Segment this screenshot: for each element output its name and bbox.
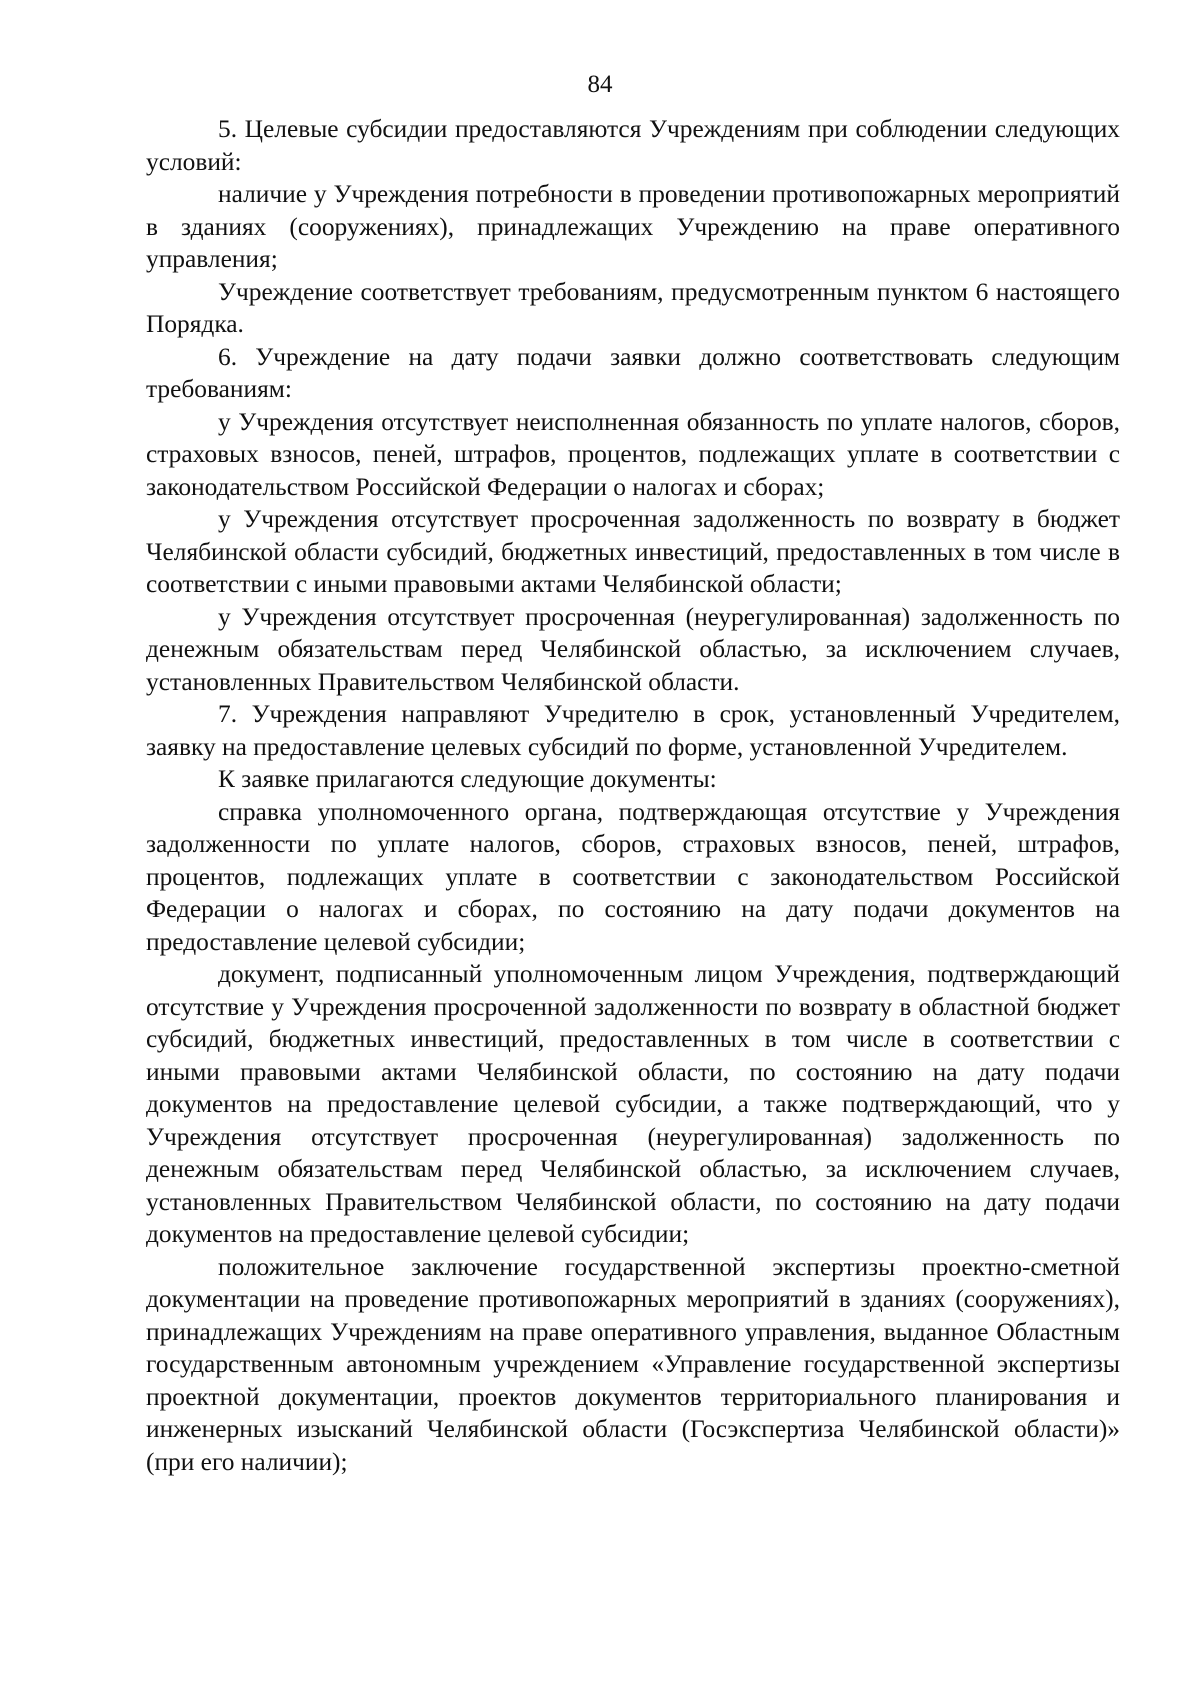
paragraph-item-6: 6. Учреждение на дату подачи заявки должно соответствовать следующим требованиям:: [146, 342, 1120, 403]
document-body: [146, 113, 1120, 1478]
paragraph-attachments-intro: К заявке прилагаются следующие документы:: [218, 765, 717, 793]
page-number: 84: [587, 71, 613, 98]
paragraph-requirement-taxes: у Учреждения отсутствует неисполненная обязанность по уплате налогов, сборов, страховых взносов, пеней, штрафов, процентов, подлежащих уплате в соответствии с законодательством Российской Федерации о налогах и сборах;: [146, 407, 1120, 501]
paragraph-condition-compliance: Учреждение соответствует требованиям, предусмотренным пунктом 6 настоящего Порядка.: [146, 277, 1120, 338]
paragraph-condition-need: наличие у Учреждения потребности в проведении противопожарных мероприятий в зданиях (сооружениях), принадлежащих Учреждению на праве оперативного управления;: [146, 180, 1120, 273]
paragraph-document-expertise: положительное заключение государственной экспертизы проектно-сметной документации на проведение противопожарных мероприятий в зданиях (сооружениях), принадлежащих Учреждениям на праве оперативного управления, выданное Областным государственным автономным учреждением «Управление государственной экспертизы проектной документации, проектов документов территориального планирования и инженерных изысканий Челябинской области (Госэкспертиза Челябинской области)» (при его наличии);: [146, 1252, 1120, 1476]
paragraph-item-7: 7. Учреждения направляют Учредителю в срок, установленный Учредителем, заявку на предоставление целевых субсидий по форме, установленной Учредителем.: [146, 700, 1120, 761]
paragraph-item-5: 5. Целевые субсидии предоставляются Учреждениям при соблюдении следующих условий:: [146, 115, 1120, 176]
paragraph-requirement-budget-debt: у Учреждения отсутствует просроченная задолженность по возврату в бюджет Челябинской области субсидий, бюджетных инвестиций, предоставленных в том числе в соответствии с иными правовыми актами Челябинской области;: [146, 505, 1120, 598]
paragraph-document-certificate: справка уполномоченного органа, подтверждающая отсутствие у Учреждения задолженности по уплате налогов, сборов, страховых взносов, пеней, штрафов, процентов, подлежащих уплате в соответствии с законодательством Российской Федерации о налогах и сборах, по состоянию на дату подачи документов на предоставление целевой субсидии;: [146, 797, 1120, 956]
paragraph-requirement-obligations: у Учреждения отсутствует просроченная (неурегулированная) задолженность по денежным обязательствам перед Челябинской областью, за исключением случаев, установленных Правительством Челябинской области.: [146, 602, 1120, 696]
paragraph-document-signed: документ, подписанный уполномоченным лицом Учреждения, подтверждающий отсутствие у Учреждения просроченной задолженности по возврату в областной бюджет субсидий, бюджетных инвестиций, предоставленных в том числе в соответствии с иными правовыми актами Челябинской области, по состоянию на дату подачи документов на предоставление целевой субсидии, а также подтверждающий, что у Учреждения отсутствует просроченная (неурегулированная) задолженность по денежным обязательствам перед Челябинской областью, за исключением случаев, установленных Правительством Челябинской области, по состоянию на дату подачи документов на предоставление целевой субсидии;: [146, 960, 1120, 1248]
